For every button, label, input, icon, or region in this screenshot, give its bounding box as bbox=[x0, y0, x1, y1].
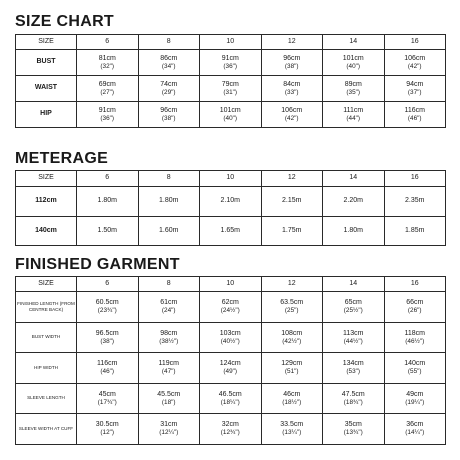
size-header-16: 16 bbox=[384, 277, 446, 292]
measurement-cell bbox=[200, 102, 262, 128]
measurement-cell bbox=[323, 292, 385, 323]
metric-value: 1.50m bbox=[97, 226, 117, 234]
imperial-value: (42½") bbox=[282, 337, 302, 345]
measurement-cell bbox=[138, 322, 200, 353]
metric-value: 1.65m bbox=[220, 226, 240, 234]
metric-value: 2.20m bbox=[343, 197, 363, 205]
imperial-value: (36") bbox=[223, 62, 238, 70]
imperial-value: (17¾") bbox=[97, 398, 117, 406]
metric-value: 60.5cm bbox=[95, 299, 119, 307]
metric-value: 140cm bbox=[404, 360, 426, 368]
size-header-16: 16 bbox=[384, 171, 446, 187]
size-header-6: 6 bbox=[77, 35, 139, 50]
imperial-value: (18¾") bbox=[343, 398, 363, 406]
imperial-value: (34") bbox=[161, 62, 176, 70]
table-row bbox=[16, 216, 446, 246]
measurement-cell bbox=[323, 50, 385, 76]
table-row bbox=[16, 292, 446, 323]
finished-garment-title: FINISHED GARMENT bbox=[15, 256, 180, 273]
metric-value: 94cm bbox=[406, 80, 424, 88]
measurement-cell bbox=[261, 187, 323, 217]
measurement-cell bbox=[261, 353, 323, 384]
imperial-value: (38") bbox=[100, 337, 115, 345]
metric-value: 69cm bbox=[98, 80, 116, 88]
measurement-cell bbox=[323, 353, 385, 384]
metric-value: 79cm bbox=[221, 80, 239, 88]
measurement-cell bbox=[138, 414, 200, 445]
metric-value: 46.5cm bbox=[218, 390, 242, 398]
measurement-cell bbox=[77, 50, 139, 76]
measurement-cell bbox=[384, 322, 446, 353]
imperial-value: (33") bbox=[284, 88, 299, 96]
measurement-cell bbox=[261, 50, 323, 76]
metric-value: 49cm bbox=[406, 390, 424, 398]
metric-value: 32cm bbox=[221, 421, 239, 429]
metric-value: 45cm bbox=[98, 390, 116, 398]
metric-value: 61cm bbox=[160, 299, 178, 307]
size-header-label: SIZE bbox=[16, 35, 77, 50]
size-header-8: 8 bbox=[138, 35, 200, 50]
measurement-cell bbox=[323, 187, 385, 217]
imperial-value: (35") bbox=[346, 88, 361, 96]
measurement-cell bbox=[323, 322, 385, 353]
measurement-cell bbox=[200, 414, 262, 445]
metric-value: 129cm bbox=[281, 360, 303, 368]
size-header-10: 10 bbox=[200, 277, 262, 292]
measurement-cell bbox=[384, 76, 446, 102]
table-row bbox=[16, 322, 446, 353]
metric-value: 84cm bbox=[283, 80, 301, 88]
size-chart-table bbox=[15, 34, 446, 128]
metric-value: 2.10m bbox=[220, 197, 240, 205]
metric-value: 119cm bbox=[158, 360, 179, 368]
measurement-cell bbox=[200, 216, 262, 246]
imperial-value: (40") bbox=[223, 114, 238, 122]
measurement-cell bbox=[200, 383, 262, 414]
metric-value: 116cm bbox=[97, 360, 118, 368]
metric-value: 31cm bbox=[160, 421, 178, 429]
size-header-12: 12 bbox=[261, 171, 323, 187]
measurement-cell bbox=[261, 322, 323, 353]
measurement-cell bbox=[77, 383, 139, 414]
row-label: BUST WIDTH bbox=[16, 322, 77, 353]
measurement-cell bbox=[200, 187, 262, 217]
imperial-value: (42") bbox=[407, 62, 422, 70]
metric-value: 89cm bbox=[344, 80, 362, 88]
measurement-cell bbox=[77, 292, 139, 323]
finished-garment-table bbox=[15, 276, 446, 445]
metric-value: 1.60m bbox=[159, 226, 179, 234]
size-header-label: SIZE bbox=[16, 277, 77, 292]
metric-value: 1.80m bbox=[159, 197, 179, 205]
measurement-cell bbox=[77, 353, 139, 384]
imperial-value: (36") bbox=[100, 114, 115, 122]
table-row bbox=[16, 353, 446, 384]
size-chart-title: SIZE CHART bbox=[15, 13, 114, 30]
meterage-title: METERAGE bbox=[15, 150, 109, 167]
measurement-cell bbox=[384, 414, 446, 445]
table-row bbox=[16, 50, 446, 76]
metric-value: 46cm bbox=[283, 390, 301, 398]
imperial-value: (53") bbox=[346, 368, 361, 376]
metric-value: 45.5cm bbox=[157, 390, 181, 398]
metric-value: 91cm bbox=[98, 106, 116, 114]
imperial-value: (38½") bbox=[159, 337, 179, 345]
metric-value: 101cm bbox=[219, 106, 241, 114]
measurement-cell bbox=[261, 216, 323, 246]
metric-value: 81cm bbox=[98, 54, 116, 62]
row-label: HIP bbox=[16, 102, 77, 128]
measurement-cell bbox=[261, 292, 323, 323]
measurement-cell bbox=[138, 102, 200, 128]
measurement-cell bbox=[384, 383, 446, 414]
measurement-cell bbox=[200, 353, 262, 384]
measurement-cell bbox=[138, 216, 200, 246]
imperial-value: (44") bbox=[346, 114, 361, 122]
header-row bbox=[16, 171, 446, 187]
metric-value: 106cm bbox=[281, 106, 303, 114]
measurement-cell bbox=[384, 216, 446, 246]
metric-value: 86cm bbox=[160, 54, 178, 62]
measurement-cell bbox=[323, 76, 385, 102]
size-header-12: 12 bbox=[261, 35, 323, 50]
imperial-value: (26") bbox=[407, 307, 422, 315]
imperial-value: (44½") bbox=[343, 337, 363, 345]
measurement-cell bbox=[384, 353, 446, 384]
imperial-value: (46½") bbox=[405, 337, 425, 345]
measurement-cell bbox=[138, 76, 200, 102]
table-row bbox=[16, 187, 446, 217]
metric-value: 47.5cm bbox=[341, 390, 365, 398]
imperial-value: (19¼") bbox=[405, 398, 425, 406]
metric-value: 74cm bbox=[160, 80, 178, 88]
imperial-value: (49") bbox=[223, 368, 238, 376]
imperial-value: (40") bbox=[346, 62, 361, 70]
metric-value: 106cm bbox=[404, 54, 426, 62]
measurement-cell bbox=[138, 292, 200, 323]
measurement-cell bbox=[200, 292, 262, 323]
measurement-cell bbox=[261, 102, 323, 128]
metric-value: 96cm bbox=[283, 54, 301, 62]
metric-value: 96.5cm bbox=[95, 329, 119, 337]
metric-value: 98cm bbox=[160, 329, 178, 337]
measurement-cell bbox=[77, 102, 139, 128]
metric-value: 66cm bbox=[406, 299, 424, 307]
measurement-cell bbox=[384, 292, 446, 323]
imperial-value: (32") bbox=[100, 62, 115, 70]
metric-value: 116cm bbox=[404, 106, 425, 114]
metric-value: 62cm bbox=[221, 299, 239, 307]
imperial-value: (18") bbox=[161, 398, 176, 406]
metric-value: 111cm bbox=[343, 106, 364, 114]
measurement-cell bbox=[200, 50, 262, 76]
imperial-value: (18½") bbox=[282, 398, 302, 406]
metric-value: 108cm bbox=[281, 329, 303, 337]
measurement-cell bbox=[261, 76, 323, 102]
measurement-cell bbox=[384, 50, 446, 76]
metric-value: 101cm bbox=[342, 54, 364, 62]
measurement-cell bbox=[138, 383, 200, 414]
size-header-6: 6 bbox=[77, 171, 139, 187]
imperial-value: (55") bbox=[407, 368, 422, 376]
measurement-cell bbox=[77, 76, 139, 102]
imperial-value: (12¼") bbox=[159, 429, 179, 437]
measurement-cell bbox=[323, 216, 385, 246]
size-header-16: 16 bbox=[384, 35, 446, 50]
imperial-value: (38") bbox=[284, 62, 299, 70]
metric-value: 134cm bbox=[342, 360, 364, 368]
row-label: SLEEVE WIDTH AT CUFF bbox=[16, 414, 77, 445]
size-header-10: 10 bbox=[200, 35, 262, 50]
meterage-table bbox=[15, 170, 446, 246]
header-row bbox=[16, 35, 446, 50]
metric-value: 1.75m bbox=[282, 226, 302, 234]
imperial-value: (13¾") bbox=[343, 429, 363, 437]
metric-value: 1.80m bbox=[97, 197, 117, 205]
measurement-cell bbox=[384, 187, 446, 217]
imperial-value: (14¼") bbox=[405, 429, 425, 437]
measurement-cell bbox=[77, 322, 139, 353]
size-header-8: 8 bbox=[138, 277, 200, 292]
measurement-cell bbox=[200, 76, 262, 102]
metric-value: 118cm bbox=[404, 329, 425, 337]
imperial-value: (12") bbox=[100, 429, 115, 437]
imperial-value: (37") bbox=[407, 88, 422, 96]
header-row bbox=[16, 277, 446, 292]
measurement-cell bbox=[323, 102, 385, 128]
measurement-cell bbox=[138, 50, 200, 76]
metric-value: 63.5cm bbox=[280, 299, 304, 307]
measurement-cell bbox=[138, 187, 200, 217]
imperial-value: (42") bbox=[284, 114, 299, 122]
imperial-value: (18¼") bbox=[220, 398, 240, 406]
metric-value: 2.15m bbox=[282, 197, 302, 205]
row-label: 140cm bbox=[16, 216, 77, 246]
row-label: BUST bbox=[16, 50, 77, 76]
size-header-14: 14 bbox=[323, 277, 385, 292]
imperial-value: (24½") bbox=[220, 307, 240, 315]
measurement-cell bbox=[323, 414, 385, 445]
metric-value: 1.85m bbox=[405, 226, 425, 234]
metric-value: 33.5cm bbox=[280, 421, 304, 429]
imperial-value: (24") bbox=[161, 307, 176, 315]
measurement-cell bbox=[261, 383, 323, 414]
imperial-value: (29") bbox=[161, 88, 176, 96]
imperial-value: (23¾") bbox=[97, 307, 117, 315]
metric-value: 30.5cm bbox=[95, 421, 119, 429]
imperial-value: (40½") bbox=[220, 337, 240, 345]
imperial-value: (38") bbox=[161, 114, 176, 122]
imperial-value: (31") bbox=[223, 88, 238, 96]
measurement-cell bbox=[77, 414, 139, 445]
imperial-value: (12¾") bbox=[220, 429, 240, 437]
metric-value: 1.80m bbox=[343, 226, 363, 234]
measurement-cell bbox=[77, 187, 139, 217]
metric-value: 35cm bbox=[344, 421, 362, 429]
imperial-value: (25½") bbox=[343, 307, 363, 315]
metric-value: 124cm bbox=[219, 360, 241, 368]
metric-value: 96cm bbox=[160, 106, 178, 114]
size-header-6: 6 bbox=[77, 277, 139, 292]
size-header-8: 8 bbox=[138, 171, 200, 187]
metric-value: 36cm bbox=[406, 421, 424, 429]
row-label: FINISHED LENGTH (FROM CENTRE BACK) bbox=[16, 292, 77, 323]
measurement-cell bbox=[323, 383, 385, 414]
measurement-cell bbox=[200, 322, 262, 353]
metric-value: 2.35m bbox=[405, 197, 425, 205]
metric-value: 65cm bbox=[344, 299, 362, 307]
imperial-value: (47") bbox=[161, 368, 176, 376]
size-header-12: 12 bbox=[261, 277, 323, 292]
measurement-cell bbox=[77, 216, 139, 246]
table-row bbox=[16, 102, 446, 128]
metric-value: 103cm bbox=[219, 329, 241, 337]
size-header-14: 14 bbox=[323, 35, 385, 50]
row-label: 112cm bbox=[16, 187, 77, 217]
table-row bbox=[16, 383, 446, 414]
imperial-value: (46") bbox=[407, 114, 422, 122]
row-label: HIP WIDTH bbox=[16, 353, 77, 384]
table-row bbox=[16, 414, 446, 445]
row-label: SLEEVE LENGTH bbox=[16, 383, 77, 414]
table-row bbox=[16, 76, 446, 102]
size-header-label: SIZE bbox=[16, 171, 77, 187]
measurement-cell bbox=[261, 414, 323, 445]
row-label: WAIST bbox=[16, 76, 77, 102]
metric-value: 113cm bbox=[343, 329, 364, 337]
imperial-value: (13¼") bbox=[282, 429, 302, 437]
imperial-value: (46") bbox=[100, 368, 115, 376]
imperial-value: (27") bbox=[100, 88, 115, 96]
imperial-value: (25") bbox=[284, 307, 299, 315]
measurement-cell bbox=[384, 102, 446, 128]
size-header-10: 10 bbox=[200, 171, 262, 187]
size-header-14: 14 bbox=[323, 171, 385, 187]
imperial-value: (51") bbox=[284, 368, 299, 376]
measurement-cell bbox=[138, 353, 200, 384]
metric-value: 91cm bbox=[221, 54, 239, 62]
